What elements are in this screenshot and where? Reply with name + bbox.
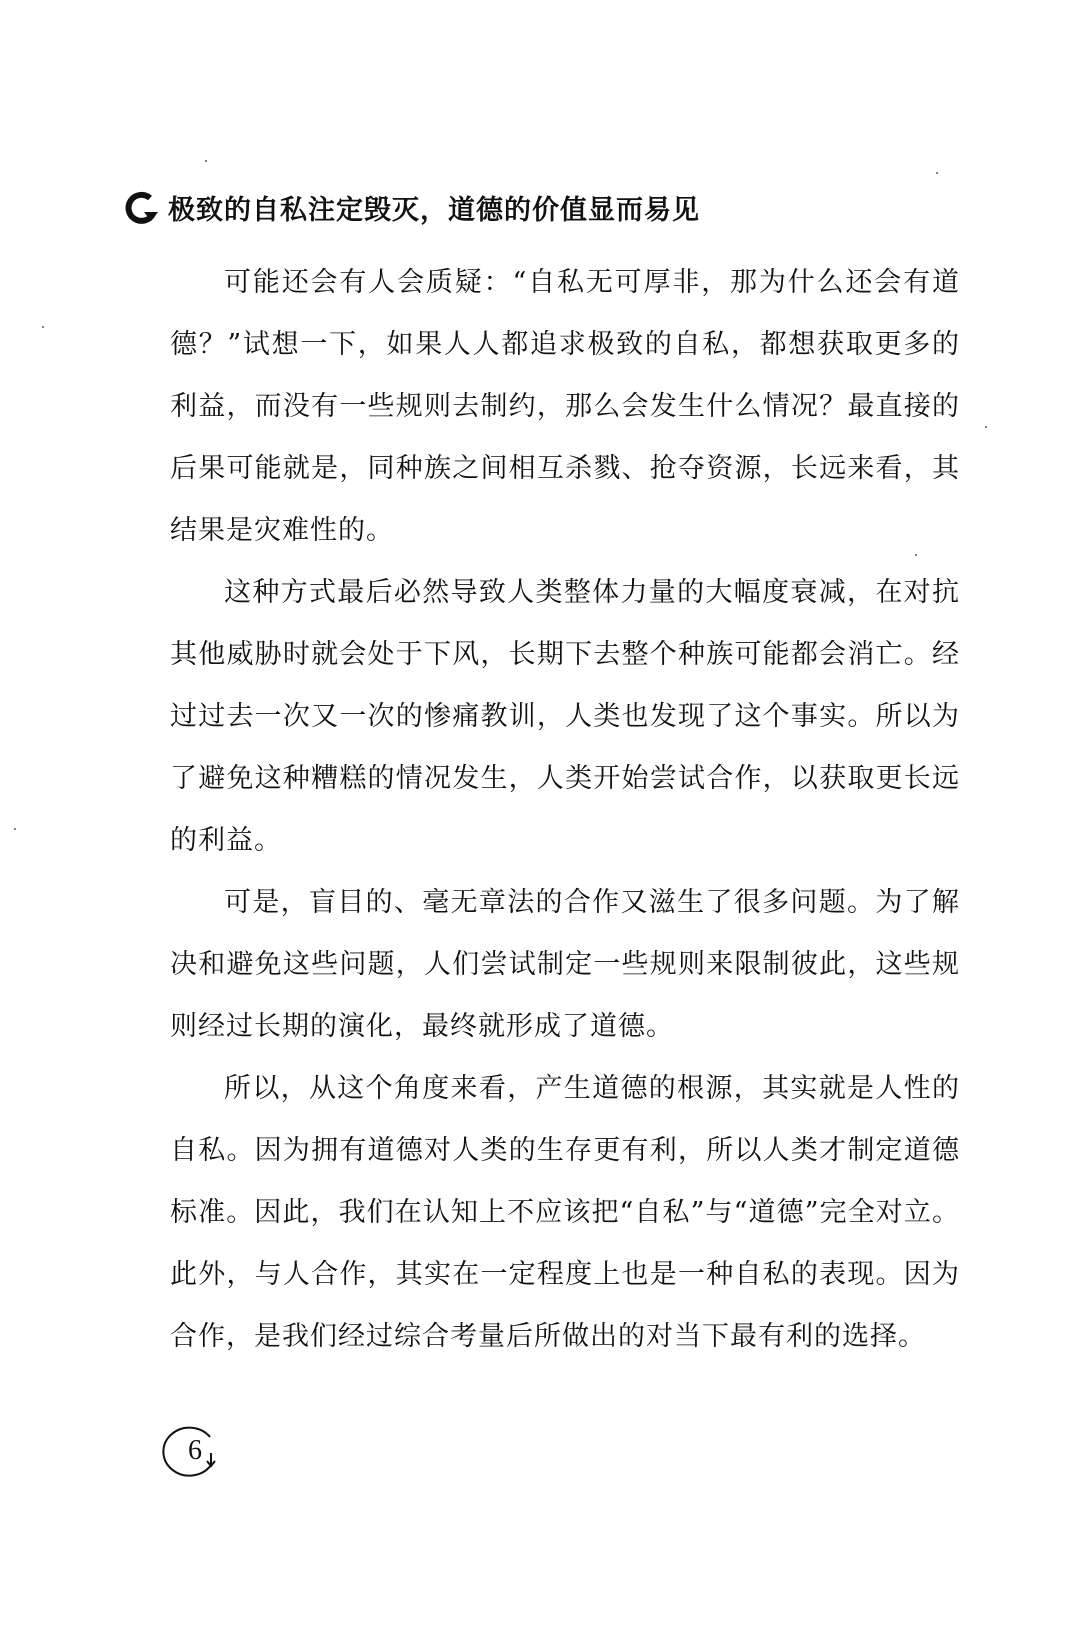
paragraph: 所以，从这个角度来看，产生道德的根源，其实就是人性的自私。因为拥有道德对人类的生存更有利，所以人类才制定道德标准。因此，我们在认知上不应该把“自私”与“道德”完全对立。此外，与人合作，其实在一定程度上也是一种自私的表现。因为合作，是我们经过综合考量后所做出的对当下最有利的选择。 <box>170 1073 960 1352</box>
page-number: 6 <box>188 1435 202 1466</box>
paragraph: 可能还会有人会质疑：“自私无可厚非，那为什么还会有道德？”试想一下，如果人人都追求极致的自私，都想获取更多的利益，而没有一些规则去制约，那么会发生什么情况？最直接的后果可能就是，同种族之间相互杀戮、抢夺资源，长远来看，其结果是灾难性的。 <box>170 267 960 546</box>
scan-speck <box>985 426 987 428</box>
section-heading <box>124 188 700 227</box>
scan-speck <box>936 172 938 174</box>
scan-speck <box>14 828 16 830</box>
scan-speck <box>42 326 44 328</box>
paragraph: 这种方式最后必然导致人类整体力量的大幅度衰减，在对抗其他威胁时就会处于下风，长期下去整个种族可能都会消亡。经过过去一次又一次的惨痛教训，人类也发现了这个事实。所以为了避免这种糟糕的情况发生，人类开始尝试合作，以获取更长远的利益。 <box>170 577 960 856</box>
circular-arrow-icon <box>124 190 160 226</box>
page-number-badge <box>155 1425 235 1485</box>
section-title: 极致的自私注定毁灭，道德的价值显而易见 <box>168 195 700 226</box>
article-body <box>170 252 960 1368</box>
scan-speck <box>915 554 917 556</box>
scan-speck <box>205 160 207 162</box>
paragraph: 可是，盲目的、毫无章法的合作又滋生了很多问题。为了解决和避免这些问题，人们尝试制定一些规则来限制彼此，这些规则经过长期的演化，最终就形成了道德。 <box>170 887 960 1042</box>
